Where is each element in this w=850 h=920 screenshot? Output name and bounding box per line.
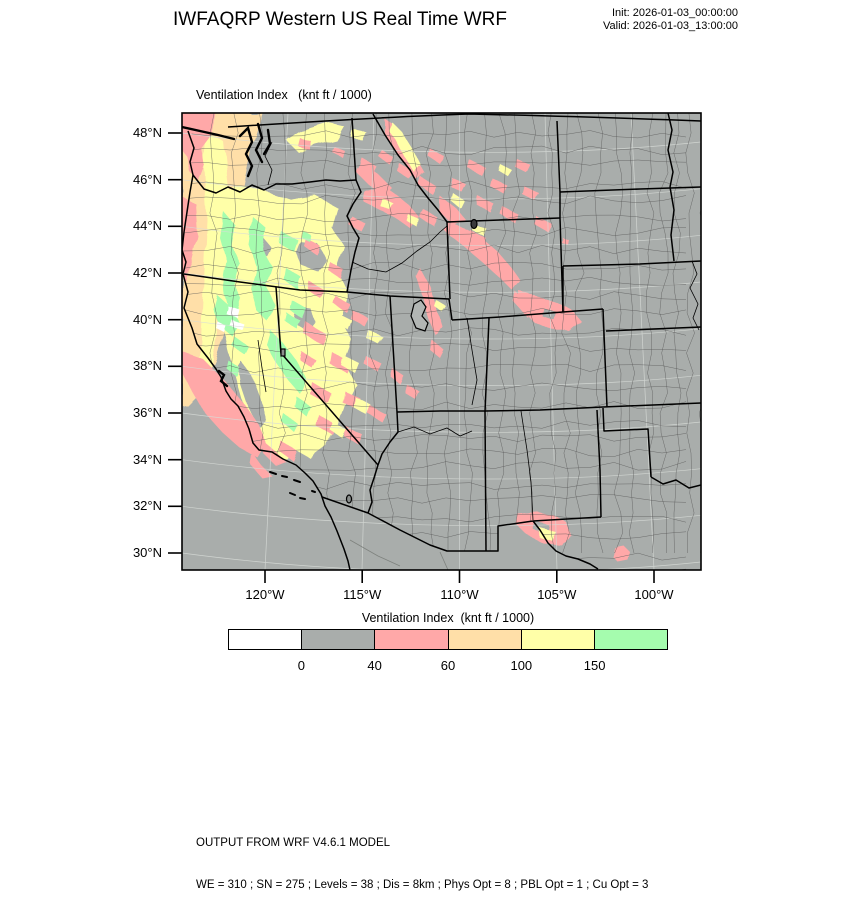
lon-label: 110°W [440,587,479,602]
lon-label: 105°W [537,587,577,602]
lat-label: 42°N [132,265,162,280]
colorbar-segment [448,630,521,649]
lat-label: 40°N [132,311,162,327]
lon-label: 120°W [245,587,285,602]
lat-label: 32°N [132,498,162,514]
colorbar [228,629,668,650]
lat-label: 46°N [132,171,162,187]
colorbar-segment [374,630,447,649]
salton-sea [347,495,352,503]
lat-label: 44°N [132,218,162,234]
footer [196,808,648,920]
colorbar-segment [521,630,594,649]
lat-label: 30°N [132,545,162,560]
lat-label: 36°N [132,405,162,420]
lon-label: 115°W [343,587,382,602]
colorbar-value: 0 [297,658,305,673]
valid-time: Valid: 2026-01-03_13:00:00 [603,20,738,32]
yellowstone-lake [471,220,477,229]
lon-label: 100°W [634,587,674,602]
colorbar-value: 60 [440,658,456,673]
lat-label: 48°N [132,125,162,140]
colorbar-value: 100 [510,658,533,673]
colorbar-segment [229,630,301,649]
colorbar-segment [301,630,374,649]
colorbar-value: 150 [583,658,606,673]
lat-label: 38°N [132,358,162,374]
page-title: IWFAQRP Western US Real Time WRF [173,9,507,30]
footer-model-line: OUTPUT FROM WRF V4.6.1 MODEL [196,837,391,849]
colorbar-title: Ventilation Index (knt ft / 1000) [361,611,535,625]
colorbar-segment [594,630,667,649]
lake-tahoe [281,349,285,356]
init-time: Init: 2026-01-03_00:00:00 [612,7,738,19]
lat-label: 34°N [132,451,162,467]
map-area [182,113,708,577]
field-label: Ventilation Index (knt ft / 1000) [196,88,372,102]
colorbar-value: 40 [367,658,382,673]
footer-config-line: WE = 310 ; SN = 275 ; Levels = 38 ; Dis = 8km ; Phys Opt = 8 ; PBL Opt = 1 ; Cu Opt = 3 [196,879,649,891]
